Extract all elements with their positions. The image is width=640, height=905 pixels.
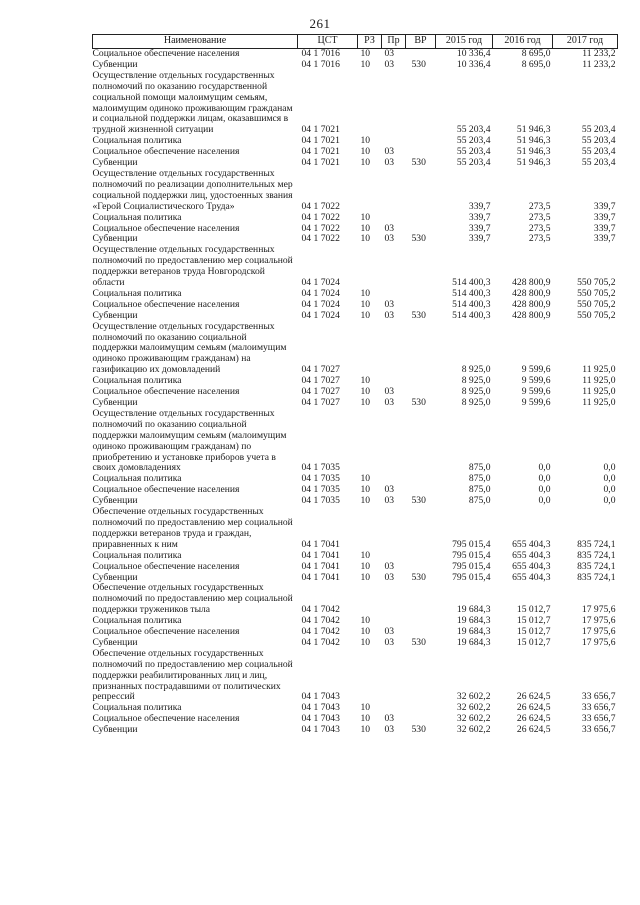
cell-cst: 04 1 7021 (301, 146, 340, 158)
cell-2015: 19 684,3 (456, 615, 491, 627)
cell-2015: 19 684,3 (456, 636, 491, 648)
cell-cst: 04 1 7022 (301, 233, 340, 245)
cell-2015: 339,7 (468, 200, 491, 212)
page-number: 261 (309, 16, 331, 31)
cell-cst: 04 1 7041 (301, 538, 340, 550)
cell-vr (406, 322, 436, 377)
column-header-rz: РЗ (358, 35, 382, 49)
cell-2015: 55 203,4 (456, 135, 491, 147)
column-header-2016: 2016 год (493, 35, 553, 49)
cell-2016: 655 404,3 (512, 571, 551, 583)
table-row (93, 551, 618, 562)
cell-2016: 51 946,3 (516, 124, 551, 136)
cell-2016: 51 946,3 (516, 146, 551, 158)
cell-2017: 550 705,2 (577, 309, 616, 321)
cell-pr: 03 (384, 495, 395, 507)
table-row (93, 169, 618, 213)
cell-name: Субвенции (92, 58, 138, 70)
cell-2015: 339,7 (468, 233, 491, 245)
cell-rz: 10 (360, 473, 371, 485)
cell-2016: 0,0 (538, 462, 551, 474)
cell-2015: 32 602,2 (456, 724, 491, 736)
cell-rz: 10 (360, 571, 371, 583)
cell-cst: 04 1 7022 (301, 222, 340, 234)
cell-pr (382, 71, 406, 136)
cell-pr: 03 (384, 397, 395, 408)
cell-vr: 530 (411, 233, 426, 245)
cell-2016: 0,0 (538, 473, 551, 485)
cell-pr (382, 551, 406, 562)
cell-rz: 10 (360, 287, 371, 299)
table-row (93, 507, 618, 551)
cell-2015: 55 203,4 (456, 146, 491, 158)
cell-pr: 03 (384, 713, 395, 725)
cell-cst: 04 1 7041 (301, 549, 340, 561)
cell-pr (382, 322, 406, 377)
cell-name: Субвенции (92, 724, 138, 736)
cell-rz: 10 (360, 713, 371, 725)
table-body (93, 49, 618, 737)
cell-2017: 0,0 (603, 484, 616, 496)
cell-pr: 03 (384, 386, 395, 398)
cell-2016: 655 404,3 (512, 538, 551, 550)
cell-rz (358, 169, 382, 213)
cell-2016: 273,5 (528, 222, 551, 234)
cell-name: Социальное обеспечение населения (92, 713, 240, 725)
table-row (93, 245, 618, 289)
cell-2015: 8 925,0 (461, 397, 491, 408)
cell-rz: 10 (360, 375, 371, 387)
cell-2017: 339,7 (593, 211, 616, 223)
cell-vr (406, 376, 436, 387)
cell-cst: 04 1 7022 (301, 211, 340, 223)
cell-2016: 428 800,9 (512, 309, 551, 321)
cell-rz: 10 (360, 549, 371, 561)
cell-name: Социальная политика (92, 375, 182, 387)
cell-vr (406, 703, 436, 714)
cell-2016: 51 946,3 (516, 135, 551, 147)
cell-pr (382, 169, 406, 213)
cell-name: Обеспечение отдельных государственных полномочий по предоставлению мер социальной поддержки реабилитированных лиц и лиц, признанных пострадавшими от политических репрессий (92, 647, 293, 703)
cell-2015: 514 400,3 (452, 309, 491, 321)
cell-vr (406, 649, 436, 704)
cell-name: Социальная политика (92, 287, 182, 299)
cell-pr: 03 (384, 222, 395, 234)
cell-rz: 10 (360, 397, 371, 408)
cell-rz: 10 (360, 702, 371, 714)
cell-2017: 550 705,2 (577, 287, 616, 299)
cell-rz: 10 (360, 298, 371, 310)
cell-rz (358, 649, 382, 704)
table-row (93, 322, 618, 377)
cell-2016: 8 695,0 (521, 58, 551, 70)
cell-2016: 273,5 (528, 233, 551, 245)
cell-2017: 11 925,0 (582, 386, 616, 398)
cell-cst: 04 1 7043 (301, 713, 340, 725)
cell-rz: 10 (360, 309, 371, 321)
cell-cst: 04 1 7016 (301, 48, 340, 59)
table-row (93, 725, 618, 736)
cell-2017: 33 656,7 (581, 702, 616, 714)
cell-2016: 26 624,5 (516, 691, 551, 703)
cell-cst: 04 1 7042 (301, 604, 340, 616)
cell-2017: 0,0 (603, 495, 616, 507)
cell-2016: 655 404,3 (512, 560, 551, 572)
cell-2015: 32 602,2 (456, 691, 491, 703)
table-header-row (93, 35, 618, 49)
cell-vr: 530 (411, 571, 426, 583)
cell-2017: 835 724,1 (577, 538, 616, 550)
table-row (93, 71, 618, 136)
table-row (93, 213, 618, 224)
cell-cst: 04 1 7043 (301, 724, 340, 736)
cell-cst: 04 1 7035 (301, 495, 340, 507)
cell-rz: 10 (360, 222, 371, 234)
cell-name: Осуществление отдельных государственных полномочий по предоставлению мер социальной поддержки ветеранов труда Новгородской области (92, 244, 293, 289)
cell-2015: 875,0 (468, 484, 491, 496)
cell-name: Субвенции (92, 309, 138, 321)
cell-cst: 04 1 7042 (301, 615, 340, 627)
cell-name: Субвенции (92, 636, 138, 648)
cell-pr (382, 583, 406, 616)
cell-2015: 32 602,2 (456, 702, 491, 714)
cell-rz: 10 (360, 484, 371, 496)
cell-2016: 428 800,9 (512, 277, 551, 289)
cell-name: Субвенции (92, 397, 138, 408)
cell-name: Осуществление отдельных государственных полномочий по оказанию социальной поддержки малоимущим семьям (малоимущим одиноко проживающим гражданам) по приобретению и установке приборов учета в своих домовладениях (92, 407, 287, 474)
cell-2016: 9 599,6 (521, 364, 551, 376)
cell-vr (406, 136, 436, 147)
table-row (93, 583, 618, 616)
cell-pr: 03 (384, 48, 395, 59)
cell-2015: 795 015,4 (452, 560, 491, 572)
cell-2017: 11 925,0 (582, 375, 616, 387)
cell-2015: 875,0 (468, 473, 491, 485)
cell-name: Социальная политика (92, 135, 182, 147)
cell-2016: 26 624,5 (516, 724, 551, 736)
cell-name: Осуществление отдельных государственных полномочий по оказанию государственной социальной помощи малоимущим семьям, малоимущим одиноко проживающим гражданам и социальной поддержки лицам, оказавшимся в трудной жизненной ситуации (92, 69, 293, 136)
cell-cst: 04 1 7041 (301, 571, 340, 583)
cell-cst: 04 1 7042 (301, 626, 340, 638)
cell-rz (358, 507, 382, 551)
cell-name: Субвенции (92, 495, 138, 507)
cell-rz (358, 245, 382, 289)
cell-cst: 04 1 7035 (301, 462, 340, 474)
cell-pr: 03 (384, 233, 395, 245)
cell-2015: 514 400,3 (452, 298, 491, 310)
cell-2015: 55 203,4 (456, 124, 491, 136)
cell-name: Социальное обеспечение населения (92, 626, 240, 638)
cell-vr: 530 (411, 309, 426, 321)
cell-vr (406, 289, 436, 300)
cell-name: Социальная политика (92, 615, 182, 627)
cell-cst: 04 1 7021 (301, 124, 340, 136)
cell-rz: 10 (360, 495, 371, 507)
cell-pr: 03 (384, 157, 395, 169)
cell-2017: 55 203,4 (581, 157, 616, 169)
cell-rz: 10 (360, 146, 371, 158)
cell-2016: 51 946,3 (516, 157, 551, 169)
cell-2016: 0,0 (538, 484, 551, 496)
cell-2016: 273,5 (528, 200, 551, 212)
cell-2017: 835 724,1 (577, 560, 616, 572)
cell-vr (406, 507, 436, 551)
cell-rz: 10 (360, 135, 371, 147)
cell-vr (406, 562, 436, 573)
cell-cst: 04 1 7043 (301, 691, 340, 703)
cell-2016: 26 624,5 (516, 702, 551, 714)
column-header-name: Наименование (93, 35, 298, 49)
cell-2015: 339,7 (468, 222, 491, 234)
cell-2016: 8 695,0 (521, 48, 551, 59)
column-header-vr: ВР (406, 35, 436, 49)
cell-rz: 10 (360, 48, 371, 59)
cell-pr: 03 (384, 146, 395, 158)
cell-cst: 04 1 7043 (301, 702, 340, 714)
cell-2015: 8 925,0 (461, 386, 491, 398)
cell-2015: 795 015,4 (452, 538, 491, 550)
cell-vr (406, 245, 436, 289)
cell-vr (406, 169, 436, 213)
cell-2016: 15 012,7 (516, 604, 551, 616)
cell-name: Социальное обеспечение населения (92, 484, 240, 496)
table-row (93, 649, 618, 704)
cell-name: Социальное обеспечение населения (92, 146, 240, 158)
cell-pr: 03 (384, 560, 395, 572)
cell-rz: 10 (360, 636, 371, 648)
cell-vr: 530 (411, 397, 426, 408)
cell-rz: 10 (360, 560, 371, 572)
cell-2016: 428 800,9 (512, 298, 551, 310)
cell-vr: 530 (411, 157, 426, 169)
cell-2017: 55 203,4 (581, 124, 616, 136)
cell-vr: 530 (411, 724, 426, 736)
cell-2015: 8 925,0 (461, 364, 491, 376)
cell-2017: 11 925,0 (582, 364, 616, 376)
cell-vr (406, 551, 436, 562)
cell-2017: 11 233,2 (582, 48, 616, 59)
column-header-2015: 2015 год (436, 35, 493, 49)
budget-table (92, 34, 618, 736)
cell-name: Обеспечение отдельных государственных полномочий по предоставлению мер социальной поддержки ветеранов труда и граждан, приравненных к ним (92, 506, 293, 550)
cell-2016: 26 624,5 (516, 713, 551, 725)
cell-vr: 530 (411, 495, 426, 507)
cell-2015: 10 336,4 (456, 48, 491, 59)
cell-2017: 339,7 (593, 222, 616, 234)
table-row (93, 409, 618, 474)
cell-cst: 04 1 7041 (301, 560, 340, 572)
cell-cst: 04 1 7024 (301, 309, 340, 321)
column-header-pr: Пр (382, 35, 406, 49)
cell-2017: 0,0 (603, 462, 616, 474)
cell-pr: 03 (384, 724, 395, 736)
cell-2015: 10 336,4 (456, 58, 491, 70)
cell-name: Субвенции (92, 571, 138, 583)
cell-cst: 04 1 7027 (301, 364, 340, 376)
cell-2017: 17 975,6 (581, 615, 616, 627)
cell-vr (406, 474, 436, 485)
cell-vr (406, 71, 436, 136)
cell-2017: 339,7 (593, 233, 616, 245)
cell-rz: 10 (360, 626, 371, 638)
cell-2015: 55 203,4 (456, 157, 491, 169)
cell-cst: 04 1 7021 (301, 135, 340, 147)
cell-2017: 11 233,2 (582, 58, 616, 70)
cell-2015: 514 400,3 (452, 287, 491, 299)
cell-cst: 04 1 7042 (301, 636, 340, 648)
cell-vr: 530 (411, 58, 426, 70)
cell-2017: 17 975,6 (581, 604, 616, 616)
cell-pr: 03 (384, 298, 395, 310)
column-header-2017: 2017 год (553, 35, 618, 49)
cell-vr (406, 213, 436, 224)
cell-2017: 550 705,2 (577, 277, 616, 289)
cell-2015: 514 400,3 (452, 277, 491, 289)
cell-name: Социальное обеспечение населения (92, 560, 240, 572)
cell-2017: 55 203,4 (581, 146, 616, 158)
cell-name: Социальное обеспечение населения (92, 222, 240, 234)
cell-cst: 04 1 7035 (301, 484, 340, 496)
cell-cst: 04 1 7027 (301, 386, 340, 398)
cell-2015: 795 015,4 (452, 571, 491, 583)
cell-cst: 04 1 7022 (301, 200, 340, 212)
cell-2016: 0,0 (538, 495, 551, 507)
cell-vr: 530 (411, 636, 426, 648)
cell-vr (406, 409, 436, 474)
cell-name: Социальная политика (92, 549, 182, 561)
cell-2015: 8 925,0 (461, 375, 491, 387)
cell-name: Обеспечение отдельных государственных полномочий по предоставлению мер социальной поддержки тружеников тыла (92, 582, 293, 616)
column-header-cst: ЦСТ (298, 35, 358, 49)
cell-2015: 32 602,2 (456, 713, 491, 725)
cell-pr (382, 245, 406, 289)
cell-2016: 9 599,6 (521, 375, 551, 387)
cell-name: Социальная политика (92, 211, 182, 223)
cell-pr: 03 (384, 58, 395, 70)
cell-2017: 33 656,7 (581, 691, 616, 703)
cell-2015: 875,0 (468, 495, 491, 507)
cell-2016: 9 599,6 (521, 397, 551, 408)
cell-pr (382, 409, 406, 474)
cell-pr: 03 (384, 626, 395, 638)
cell-name: Осуществление отдельных государственных полномочий по реализации дополнительных мер социальной поддержки лиц, удостоенных звания «Герой Социалистического Труда» (92, 167, 293, 212)
cell-vr (406, 583, 436, 616)
cell-2015: 795 015,4 (452, 549, 491, 561)
cell-cst: 04 1 7035 (301, 473, 340, 485)
cell-pr: 03 (384, 484, 395, 496)
cell-2017: 0,0 (603, 473, 616, 485)
cell-2017: 339,7 (593, 200, 616, 212)
cell-2017: 11 925,0 (582, 397, 616, 408)
cell-2015: 875,0 (468, 462, 491, 474)
cell-cst: 04 1 7024 (301, 277, 340, 289)
cell-2017: 33 656,7 (581, 713, 616, 725)
cell-2017: 835 724,1 (577, 571, 616, 583)
cell-rz: 10 (360, 724, 371, 736)
cell-pr: 03 (384, 636, 395, 648)
cell-2016: 655 404,3 (512, 549, 551, 561)
cell-pr: 03 (384, 309, 395, 321)
cell-pr (382, 213, 406, 224)
cell-2015: 19 684,3 (456, 604, 491, 616)
cell-rz: 10 (360, 386, 371, 398)
cell-2017: 55 203,4 (581, 135, 616, 147)
cell-name: Социальное обеспечение населения (92, 48, 240, 59)
cell-cst: 04 1 7027 (301, 375, 340, 387)
cell-2016: 273,5 (528, 211, 551, 223)
cell-name: Осуществление отдельных государственных полномочий по оказанию социальной поддержки малоимущим семьям (малоимущим одиноко проживающим гражданам) на газификацию их домовладений (92, 320, 287, 376)
cell-pr (382, 507, 406, 551)
cell-cst: 04 1 7027 (301, 397, 340, 408)
cell-rz (358, 71, 382, 136)
cell-pr (382, 649, 406, 704)
table-row (93, 562, 618, 573)
cell-name: Социальная политика (92, 702, 182, 714)
cell-cst: 04 1 7024 (301, 298, 340, 310)
cell-cst: 04 1 7024 (301, 287, 340, 299)
cell-2017: 33 656,7 (581, 724, 616, 736)
cell-name: Субвенции (92, 157, 138, 169)
cell-rz (358, 409, 382, 474)
cell-2016: 15 012,7 (516, 626, 551, 638)
cell-2017: 550 705,2 (577, 298, 616, 310)
cell-2017: 17 975,6 (581, 636, 616, 648)
cell-rz (358, 322, 382, 377)
cell-2016: 15 012,7 (516, 636, 551, 648)
cell-rz: 10 (360, 157, 371, 169)
cell-rz: 10 (360, 233, 371, 245)
cell-cst: 04 1 7016 (301, 58, 340, 70)
cell-name: Социальное обеспечение населения (92, 386, 240, 398)
cell-rz: 10 (360, 615, 371, 627)
cell-name: Субвенции (92, 233, 138, 245)
cell-rz (358, 583, 382, 616)
cell-2015: 19 684,3 (456, 626, 491, 638)
cell-rz: 10 (360, 211, 371, 223)
cell-2017: 835 724,1 (577, 549, 616, 561)
cell-2015: 339,7 (468, 211, 491, 223)
cell-rz: 10 (360, 58, 371, 70)
cell-2016: 428 800,9 (512, 287, 551, 299)
cell-2016: 9 599,6 (521, 386, 551, 398)
cell-cst: 04 1 7021 (301, 157, 340, 169)
cell-2017: 17 975,6 (581, 626, 616, 638)
cell-name: Социальная политика (92, 473, 182, 485)
cell-pr: 03 (384, 571, 395, 583)
cell-2016: 15 012,7 (516, 615, 551, 627)
cell-name: Социальное обеспечение населения (92, 298, 240, 310)
cell-vr (406, 616, 436, 627)
